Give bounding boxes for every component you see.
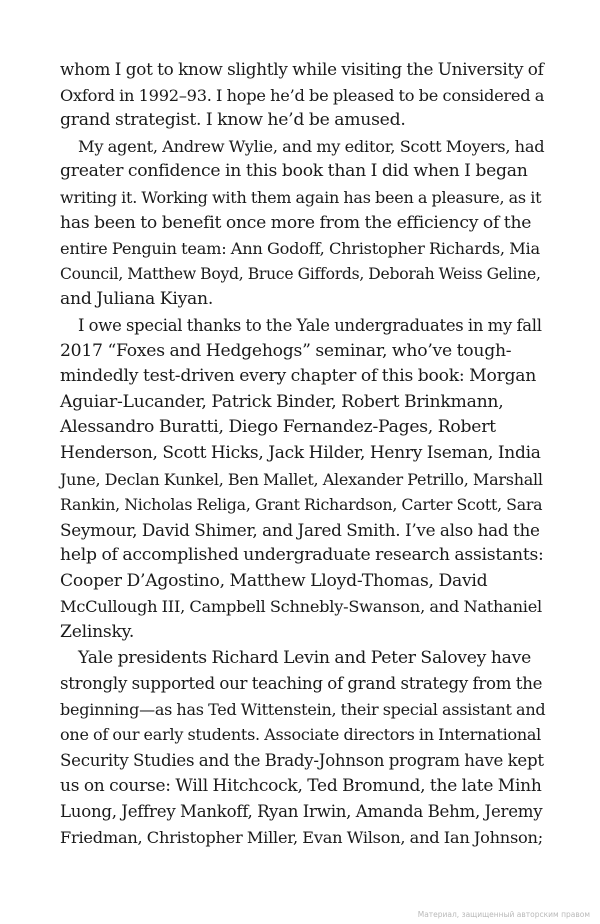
text-line: greater confidence in this book than I did when I began [60,161,528,182]
text-line: Rankin, Nicholas Religa, Grant Richardson, Carter Scott, Sara [60,495,543,515]
text-line: Seymour, David Shimer, and Jared Smith. I’ve also had the [60,519,540,540]
text-line: Luong, Jeffrey Mankoff, Ryan Irwin, Amanda Behm, Jeremy [60,802,543,822]
text-line: Aguiar-Lucander, Patrick Binder, Robert Brinkmann, [60,391,504,412]
text-line: writing it. Working with them again has been a pleasure, as it [60,187,542,207]
text-line: Alessandro Buratti, Diego Fernandez-Pages, Robert [60,417,496,438]
text-line: beginning—as has Ted Wittenstein, their special assistant and [60,699,546,719]
text-line: Council, Matthew Boyd, Bruce Giffords, Deborah Weiss Geline, [60,264,541,283]
text-line: whom I got to know slightly while visiting the University of [60,59,544,79]
paragraph [60,313,545,646]
paragraph [60,646,545,851]
text-line: Henderson, Scott Hicks, Jack Hilder, Henry Iseman, India [60,442,541,463]
text-line: one of our early students. Associate directors in International [60,725,542,745]
text-line: Friedman, Christopher Miller, Evan Wilson, and Ian Johnson; [60,827,543,847]
page-text [60,57,545,850]
text-line: Cooper D’Agostino, Matthew Lloyd-Thomas, David [60,570,488,591]
text-line: June, Declan Kunkel, Ben Mallet, Alexander Petrillo, Marshall [60,469,543,489]
text-line: 2017 “Foxes and Hedgehogs” seminar, who’ve tough- [60,340,512,361]
paragraph [60,57,545,134]
text-line: help of accomplished undergraduate research assistants: [60,545,544,566]
text-line: Security Studies and the Brady-Johnson program have kept [60,751,544,771]
paragraph [60,134,545,313]
text-line: strongly supported our teaching of grand strategy from the [60,674,543,694]
text-line: I owe special thanks to the Yale undergraduates in my fall [78,315,542,335]
text-line: Oxford in 1992–93. I hope he’d be pleased to be considered a [60,85,545,105]
text-line: entire Penguin team: Ann Godoff, Christopher Richards, Mia [60,239,540,259]
copyright-watermark: Материал, защищенный авторским правом [417,910,590,919]
text-line: My agent, Andrew Wylie, and my editor, Scott Moyers, had [78,136,545,156]
text-line: grand strategist. I know he’d be amused. [60,110,406,131]
text-line: has been to benefit once more from the efficiency of the [60,212,532,233]
text-line: Zelinsky. [60,622,135,643]
text-line: mindedly test-driven every chapter of this book: Morgan [60,366,537,387]
text-line: us on course: Will Hitchcock, Ted Bromund, the late Minh [60,775,542,796]
text-line: Yale presidents Richard Levin and Peter Salovey have [78,647,532,668]
text-line: McCullough III, Campbell Schnebly-Swanson, and Nathaniel [60,597,542,617]
text-line: and Juliana Kiyan. [60,289,214,310]
